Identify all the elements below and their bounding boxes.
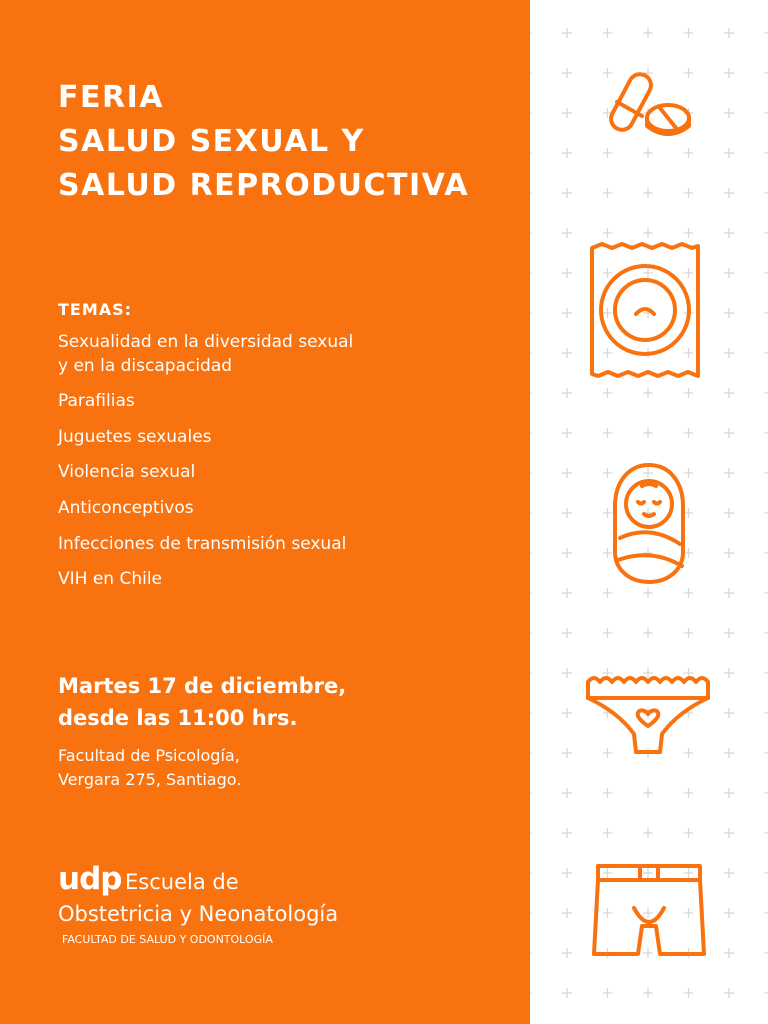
topic-item [58,567,162,591]
logo-school-line-2: Obstetricia y Neonatología [58,902,339,926]
condom-icon [588,242,702,380]
topic-item [58,389,135,413]
event-date-line-1: Martes 17 de diciembre, [58,674,347,698]
topic-text: Infecciones de transmisión sexual [58,534,347,554]
topic-text: Violencia sexual [58,462,196,482]
topic-item [58,460,195,484]
topic-item [58,532,346,556]
title-line-1: FERIA [58,80,164,115]
baby-icon [612,462,686,586]
topic-text: y en la discapacidad [58,356,233,376]
title-line-3: SALUD REPRODUCTIVA [58,168,470,203]
topic-item [58,425,212,449]
pills-icon [602,70,692,142]
title-line-2: SALUD SEXUAL Y [58,124,365,159]
logo-faculty: FACULTAD DE SALUD Y ODONTOLOGÍA [62,933,273,946]
topic-text: VIH en Chile [58,569,163,589]
topic-item [58,330,353,378]
panties-icon [584,672,712,758]
boxers-icon [590,862,708,958]
topic-text: Anticonceptivos [58,498,194,518]
topic-text: Parafilias [58,391,135,411]
event-location-line-2: Vergara 275, Santiago. [58,770,242,789]
topics-heading: TEMAS: [58,300,133,319]
udp-logo-mark: udp [58,861,122,897]
poster-title [58,76,469,208]
icon-panel [530,0,768,1024]
topic-text: Sexualidad en la diversidad sexual [58,332,354,352]
topic-text: Juguetes sexuales [58,427,212,447]
event-location [58,744,241,792]
topic-item [58,496,194,520]
event-location-line-1: Facultad de Psicología, [58,746,240,765]
logo-school-line-1: Escuela de [125,870,239,894]
event-date [58,670,346,734]
event-date-line-2: desde las 11:00 hrs. [58,706,298,730]
